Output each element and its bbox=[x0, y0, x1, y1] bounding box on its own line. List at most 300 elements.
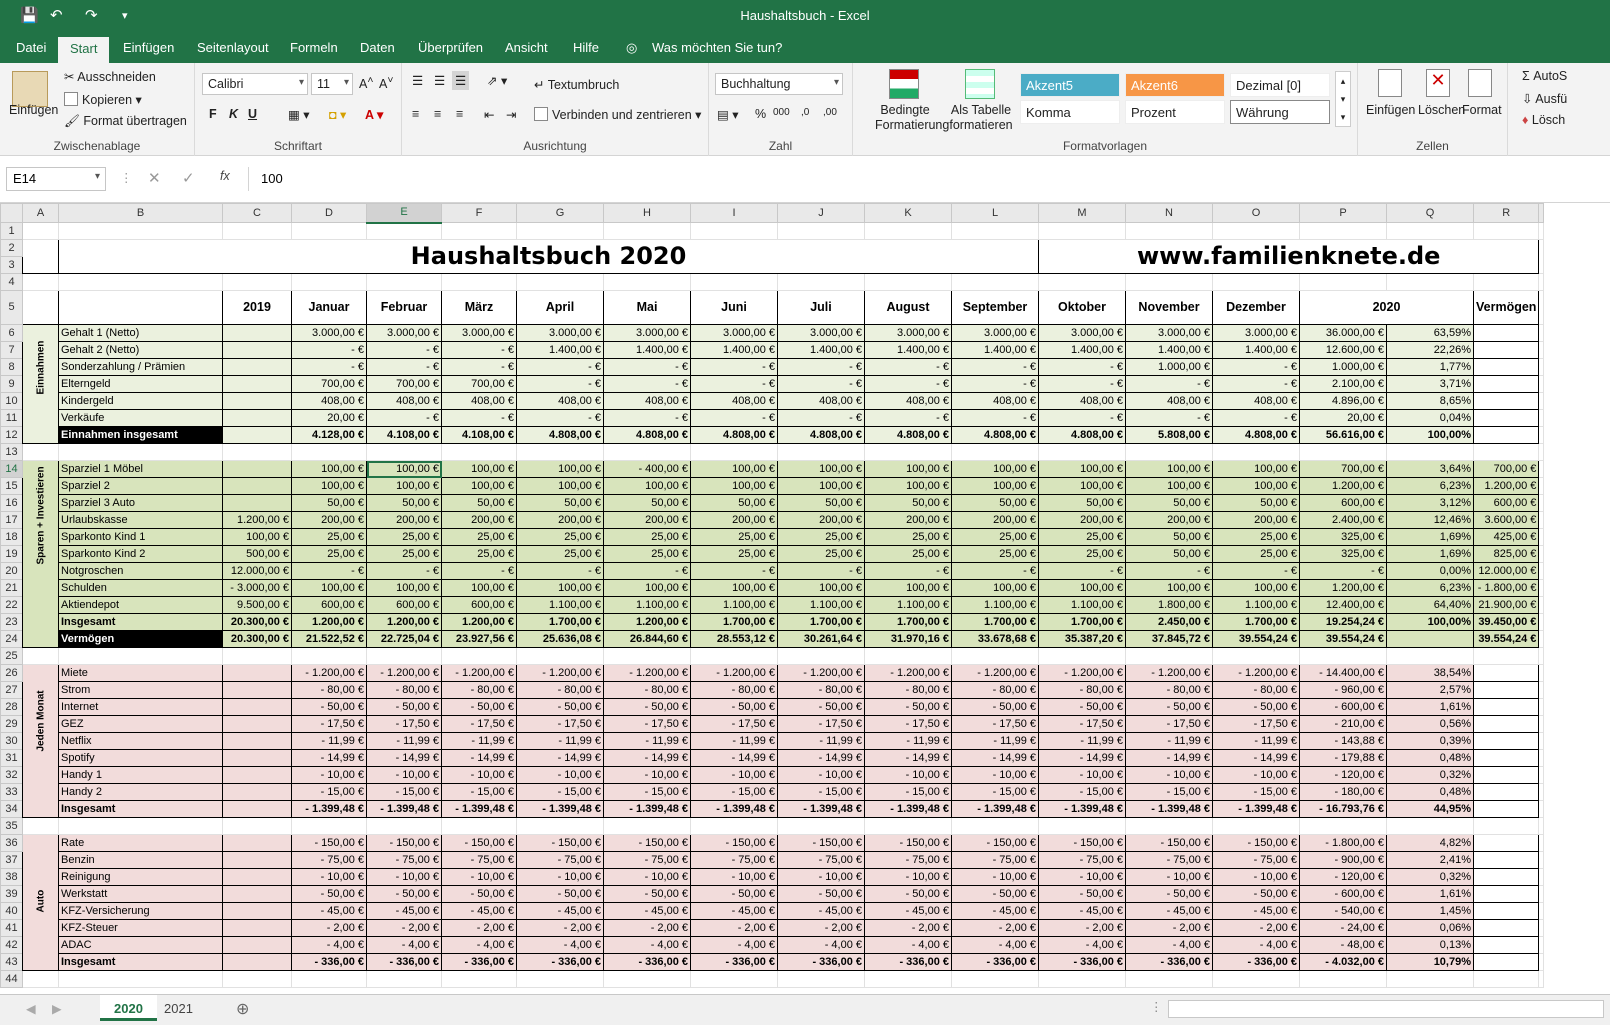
value-cell[interactable]: 100,00 € bbox=[292, 461, 367, 478]
cell[interactable] bbox=[691, 274, 778, 291]
value-cell[interactable]: - 45,00 € bbox=[865, 903, 952, 920]
styles-gallery-scroll-icon[interactable]: ▴ ▾ ▾ bbox=[1335, 71, 1351, 127]
thousands-separator-icon[interactable]: 000 bbox=[773, 107, 790, 118]
cell[interactable] bbox=[223, 223, 292, 240]
row-label[interactable]: Werkstatt bbox=[59, 886, 223, 903]
value-cell[interactable]: - 50,00 € bbox=[604, 886, 691, 903]
value-cell[interactable]: - € bbox=[865, 359, 952, 376]
column-header[interactable]: J bbox=[778, 204, 865, 223]
cell[interactable] bbox=[778, 274, 865, 291]
value-cell[interactable]: 26.844,60 € bbox=[604, 631, 691, 648]
value-cell[interactable]: - 4,00 € bbox=[1126, 937, 1213, 954]
value-cell[interactable]: - 10,00 € bbox=[1126, 767, 1213, 784]
value-cell[interactable]: - 1.399,48 € bbox=[367, 801, 442, 818]
value-cell[interactable]: - 15,00 € bbox=[1213, 784, 1300, 801]
value-cell[interactable]: - 45,00 € bbox=[778, 903, 865, 920]
conditional-format-icon[interactable] bbox=[889, 69, 919, 99]
value-cell[interactable]: 0,48% bbox=[1387, 784, 1474, 801]
value-cell[interactable]: 408,00 € bbox=[517, 393, 604, 410]
value-cell[interactable]: - € bbox=[691, 410, 778, 427]
value-cell[interactable]: - 17,50 € bbox=[604, 716, 691, 733]
value-cell[interactable]: 100,00 € bbox=[952, 461, 1039, 478]
value-cell[interactable] bbox=[223, 427, 292, 444]
cell[interactable] bbox=[223, 274, 292, 291]
value-cell[interactable]: 200,00 € bbox=[517, 512, 604, 529]
cell[interactable] bbox=[23, 818, 59, 835]
value-cell[interactable]: - 75,00 € bbox=[778, 852, 865, 869]
value-cell[interactable]: - 10,00 € bbox=[691, 869, 778, 886]
cell[interactable] bbox=[1387, 818, 1474, 835]
cell[interactable] bbox=[1213, 274, 1300, 291]
value-cell[interactable]: - 17,50 € bbox=[1126, 716, 1213, 733]
value-cell[interactable]: 408,00 € bbox=[865, 393, 952, 410]
value-cell[interactable]: 25,00 € bbox=[1039, 529, 1126, 546]
cell[interactable] bbox=[778, 444, 865, 461]
value-cell[interactable]: - 1.800,00 € bbox=[1474, 580, 1539, 597]
value-cell[interactable] bbox=[223, 393, 292, 410]
value-cell[interactable]: 100,00 € bbox=[691, 461, 778, 478]
row-header[interactable]: 38 bbox=[1, 869, 23, 886]
value-cell[interactable] bbox=[1474, 733, 1539, 750]
value-cell[interactable]: - 11,99 € bbox=[691, 733, 778, 750]
copy-button[interactable]: Kopieren ▾ bbox=[64, 92, 142, 107]
value-cell[interactable]: - 4,00 € bbox=[604, 937, 691, 954]
value-cell[interactable]: - € bbox=[865, 410, 952, 427]
style-dezimal0[interactable]: Dezimal [0] bbox=[1230, 73, 1330, 97]
cell[interactable] bbox=[517, 818, 604, 835]
value-cell[interactable]: 1.000,00 € bbox=[1126, 359, 1213, 376]
value-cell[interactable]: - 14,99 € bbox=[1126, 750, 1213, 767]
value-cell[interactable]: 25,00 € bbox=[1213, 529, 1300, 546]
cell[interactable] bbox=[1539, 971, 1544, 988]
value-cell[interactable]: 25,00 € bbox=[604, 546, 691, 563]
cell[interactable] bbox=[952, 648, 1039, 665]
cell[interactable] bbox=[1213, 648, 1300, 665]
next-sheet-icon[interactable]: ▶ bbox=[52, 1002, 62, 1016]
value-cell[interactable]: - 150,00 € bbox=[1039, 835, 1126, 852]
style-komma[interactable]: Komma bbox=[1020, 100, 1120, 124]
row-label[interactable]: Strom bbox=[59, 682, 223, 699]
value-cell[interactable]: 600,00 € bbox=[442, 597, 517, 614]
value-cell[interactable]: 408,00 € bbox=[442, 393, 517, 410]
value-cell[interactable]: 50,00 € bbox=[865, 495, 952, 512]
value-cell[interactable]: - € bbox=[1126, 410, 1213, 427]
row-header[interactable]: 26 bbox=[1, 665, 23, 682]
value-cell[interactable]: 20,00 € bbox=[1300, 410, 1387, 427]
value-cell[interactable]: 37.845,72 € bbox=[1126, 631, 1213, 648]
row-header[interactable]: 44 bbox=[1, 971, 23, 988]
cell[interactable] bbox=[1126, 223, 1213, 240]
row-header[interactable]: 8 bbox=[1, 359, 23, 376]
value-cell[interactable]: - 1.399,48 € bbox=[691, 801, 778, 818]
value-cell[interactable]: - 4,00 € bbox=[952, 937, 1039, 954]
value-cell[interactable]: - € bbox=[1213, 410, 1300, 427]
value-cell[interactable]: - 4,00 € bbox=[691, 937, 778, 954]
value-cell[interactable]: - 210,00 € bbox=[1300, 716, 1387, 733]
value-cell[interactable]: - 1.200,00 € bbox=[367, 665, 442, 682]
row-header[interactable]: 20 bbox=[1, 563, 23, 580]
value-cell[interactable]: 12.400,00 € bbox=[1300, 597, 1387, 614]
value-cell[interactable]: - € bbox=[442, 410, 517, 427]
value-cell[interactable]: 21.522,52 € bbox=[292, 631, 367, 648]
value-cell[interactable]: - 10,00 € bbox=[952, 869, 1039, 886]
value-cell[interactable]: 12,46% bbox=[1387, 512, 1474, 529]
value-cell[interactable] bbox=[1474, 852, 1539, 869]
value-cell[interactable]: 100,00 € bbox=[865, 478, 952, 495]
value-cell[interactable] bbox=[1387, 631, 1474, 648]
name-box[interactable]: E14 ▾ bbox=[6, 167, 106, 191]
row-header[interactable]: 13 bbox=[1, 444, 23, 461]
value-cell[interactable] bbox=[223, 478, 292, 495]
value-cell[interactable]: - 24,00 € bbox=[1300, 920, 1387, 937]
value-cell[interactable]: 12.000,00 € bbox=[1474, 563, 1539, 580]
value-cell[interactable]: - 336,00 € bbox=[1126, 954, 1213, 971]
value-cell[interactable]: 4.808,00 € bbox=[604, 427, 691, 444]
select-all-corner[interactable] bbox=[1, 204, 23, 223]
value-cell[interactable]: 30.261,64 € bbox=[778, 631, 865, 648]
font-name-select[interactable]: Calibri ▾ bbox=[202, 73, 308, 95]
value-cell[interactable] bbox=[1474, 665, 1539, 682]
value-cell[interactable]: - 14,99 € bbox=[367, 750, 442, 767]
value-cell[interactable]: - 1.399,48 € bbox=[1039, 801, 1126, 818]
value-cell[interactable]: 408,00 € bbox=[604, 393, 691, 410]
value-cell[interactable]: - 2,00 € bbox=[778, 920, 865, 937]
value-cell[interactable]: - 1.200,00 € bbox=[952, 665, 1039, 682]
value-cell[interactable]: - 2,00 € bbox=[604, 920, 691, 937]
row-label[interactable]: Gehalt 2 (Netto) bbox=[59, 342, 223, 359]
row-label[interactable]: Benzin bbox=[59, 852, 223, 869]
cell[interactable] bbox=[23, 274, 59, 291]
value-cell[interactable]: 1.200,00 € bbox=[604, 614, 691, 631]
row-header[interactable]: 35 bbox=[1, 818, 23, 835]
cell[interactable] bbox=[1126, 648, 1213, 665]
value-cell[interactable]: - 50,00 € bbox=[952, 886, 1039, 903]
font-size-select[interactable]: 11 ▾ bbox=[311, 73, 353, 95]
cell[interactable] bbox=[604, 274, 691, 291]
tab-formeln[interactable]: Formeln bbox=[290, 40, 338, 55]
value-cell[interactable]: - € bbox=[1300, 563, 1387, 580]
value-cell[interactable]: - 50,00 € bbox=[442, 699, 517, 716]
value-cell[interactable]: 25,00 € bbox=[865, 529, 952, 546]
cell[interactable] bbox=[1387, 971, 1474, 988]
value-cell[interactable]: 1.100,00 € bbox=[1039, 597, 1126, 614]
value-cell[interactable]: 1.200,00 € bbox=[1300, 580, 1387, 597]
value-cell[interactable]: 100,00 € bbox=[517, 478, 604, 495]
value-cell[interactable]: 1.400,00 € bbox=[517, 342, 604, 359]
value-cell[interactable]: 408,00 € bbox=[1126, 393, 1213, 410]
delete-cells-button[interactable]: Löschen bbox=[1418, 103, 1466, 117]
row-header[interactable]: 42 bbox=[1, 937, 23, 954]
value-cell[interactable]: - 336,00 € bbox=[292, 954, 367, 971]
row-header[interactable]: 39 bbox=[1, 886, 23, 903]
value-cell[interactable]: 4.808,00 € bbox=[952, 427, 1039, 444]
value-cell[interactable]: - 10,00 € bbox=[778, 767, 865, 784]
row-header[interactable]: 6 bbox=[1, 325, 23, 342]
row-header[interactable]: 1 bbox=[1, 223, 23, 240]
value-cell[interactable]: - 45,00 € bbox=[604, 903, 691, 920]
value-cell[interactable]: 100,00 € bbox=[292, 478, 367, 495]
column-header[interactable]: K bbox=[865, 204, 952, 223]
cell[interactable] bbox=[865, 971, 952, 988]
value-cell[interactable]: 3.000,00 € bbox=[1213, 325, 1300, 342]
sheet-tab-2020[interactable]: 2020 bbox=[100, 995, 157, 1021]
value-cell[interactable]: - 2,00 € bbox=[952, 920, 1039, 937]
value-cell[interactable]: 100,00 € bbox=[604, 580, 691, 597]
cell[interactable] bbox=[952, 223, 1039, 240]
value-cell[interactable]: 20.300,00 € bbox=[223, 614, 292, 631]
cell[interactable] bbox=[442, 223, 517, 240]
cell[interactable] bbox=[442, 648, 517, 665]
tell-me-search[interactable]: Was möchten Sie tun? bbox=[652, 40, 783, 55]
value-cell[interactable]: - 15,00 € bbox=[604, 784, 691, 801]
value-cell[interactable]: - € bbox=[367, 563, 442, 580]
cell[interactable] bbox=[1300, 223, 1387, 240]
value-cell[interactable]: - 15,00 € bbox=[517, 784, 604, 801]
value-cell[interactable]: 600,00 € bbox=[1474, 495, 1539, 512]
row-header[interactable]: 41 bbox=[1, 920, 23, 937]
value-cell[interactable]: - 14,99 € bbox=[1213, 750, 1300, 767]
value-cell[interactable]: 1,61% bbox=[1387, 886, 1474, 903]
cell[interactable] bbox=[517, 648, 604, 665]
value-cell[interactable]: - 336,00 € bbox=[952, 954, 1039, 971]
value-cell[interactable]: 0,56% bbox=[1387, 716, 1474, 733]
value-cell[interactable]: 21.900,00 € bbox=[1474, 597, 1539, 614]
format-painter-button[interactable]: 🖌 Format übertragen bbox=[64, 114, 187, 128]
value-cell[interactable]: 408,00 € bbox=[1039, 393, 1126, 410]
cell[interactable] bbox=[604, 971, 691, 988]
value-cell[interactable]: 1.700,00 € bbox=[1039, 614, 1126, 631]
value-cell[interactable]: 1.200,00 € bbox=[292, 614, 367, 631]
cell[interactable] bbox=[292, 223, 367, 240]
value-cell[interactable]: - € bbox=[604, 359, 691, 376]
value-cell[interactable]: 1.200,00 € bbox=[223, 512, 292, 529]
value-cell[interactable]: - 17,50 € bbox=[292, 716, 367, 733]
value-cell[interactable]: 1.700,00 € bbox=[952, 614, 1039, 631]
row-header[interactable]: 31 bbox=[1, 750, 23, 767]
value-cell[interactable]: 20,00 € bbox=[292, 410, 367, 427]
cell[interactable] bbox=[1474, 818, 1539, 835]
value-cell[interactable]: - 16.793,76 € bbox=[1300, 801, 1387, 818]
value-cell[interactable]: 50,00 € bbox=[952, 495, 1039, 512]
cell[interactable] bbox=[1474, 223, 1539, 240]
value-cell[interactable]: 100,00 € bbox=[1213, 461, 1300, 478]
value-cell[interactable]: - 45,00 € bbox=[952, 903, 1039, 920]
value-cell[interactable] bbox=[1474, 801, 1539, 818]
cell[interactable] bbox=[1300, 648, 1387, 665]
delete-cells-icon[interactable]: ✕ bbox=[1426, 69, 1450, 97]
value-cell[interactable]: - 150,00 € bbox=[691, 835, 778, 852]
cell[interactable] bbox=[1539, 223, 1544, 240]
value-cell[interactable] bbox=[1474, 903, 1539, 920]
value-cell[interactable]: - 17,50 € bbox=[778, 716, 865, 733]
value-cell[interactable] bbox=[223, 716, 292, 733]
row-label[interactable]: Notgroschen bbox=[59, 563, 223, 580]
cell[interactable] bbox=[367, 648, 442, 665]
cell[interactable] bbox=[1387, 444, 1474, 461]
row-label[interactable]: Insgesamt bbox=[59, 801, 223, 818]
value-cell[interactable]: 100,00 € bbox=[1039, 478, 1126, 495]
value-cell[interactable]: - 4,00 € bbox=[1039, 937, 1126, 954]
value-cell[interactable]: 1.200,00 € bbox=[1474, 478, 1539, 495]
cell[interactable] bbox=[367, 818, 442, 835]
cell[interactable] bbox=[1539, 444, 1544, 461]
tab-hilfe[interactable]: Hilfe bbox=[573, 40, 600, 55]
row-header[interactable]: 30 bbox=[1, 733, 23, 750]
value-cell[interactable]: 56.616,00 € bbox=[1300, 427, 1387, 444]
value-cell[interactable]: 1.400,00 € bbox=[604, 342, 691, 359]
value-cell[interactable]: - 2,00 € bbox=[367, 920, 442, 937]
value-cell[interactable]: - € bbox=[442, 563, 517, 580]
column-header[interactable]: L bbox=[952, 204, 1039, 223]
value-cell[interactable]: - 15,00 € bbox=[367, 784, 442, 801]
value-cell[interactable]: - 14.400,00 € bbox=[1300, 665, 1387, 682]
row-header[interactable]: 43 bbox=[1, 954, 23, 971]
value-cell[interactable]: - 179,88 € bbox=[1300, 750, 1387, 767]
value-cell[interactable]: 3.000,00 € bbox=[778, 325, 865, 342]
value-cell[interactable]: 3.000,00 € bbox=[1039, 325, 1126, 342]
value-cell[interactable]: - 1.200,00 € bbox=[1039, 665, 1126, 682]
insert-cells-button[interactable]: Einfügen bbox=[1366, 103, 1416, 117]
value-cell[interactable]: - 2,00 € bbox=[1039, 920, 1126, 937]
value-cell[interactable] bbox=[1474, 920, 1539, 937]
cell[interactable] bbox=[1539, 648, 1544, 665]
value-cell[interactable]: - 80,00 € bbox=[691, 682, 778, 699]
value-cell[interactable]: 1.400,00 € bbox=[778, 342, 865, 359]
row-header[interactable]: 29 bbox=[1, 716, 23, 733]
value-cell[interactable]: - 10,00 € bbox=[1039, 767, 1126, 784]
grow-font-icon[interactable]: A˄ bbox=[359, 75, 374, 92]
value-cell[interactable]: - 17,50 € bbox=[1213, 716, 1300, 733]
cell[interactable] bbox=[59, 444, 223, 461]
value-cell[interactable]: - 336,00 € bbox=[517, 954, 604, 971]
value-cell[interactable]: 25.636,08 € bbox=[517, 631, 604, 648]
value-cell[interactable]: - 120,00 € bbox=[1300, 767, 1387, 784]
value-cell[interactable]: - 75,00 € bbox=[865, 852, 952, 869]
value-cell[interactable]: - 11,99 € bbox=[442, 733, 517, 750]
value-cell[interactable]: - 50,00 € bbox=[292, 699, 367, 716]
value-cell[interactable]: 50,00 € bbox=[442, 495, 517, 512]
column-header[interactable]: Q bbox=[1387, 204, 1474, 223]
value-cell[interactable]: - 4,00 € bbox=[1213, 937, 1300, 954]
cell[interactable] bbox=[1387, 274, 1474, 291]
value-cell[interactable]: - € bbox=[1039, 410, 1126, 427]
value-cell[interactable]: 1.100,00 € bbox=[865, 597, 952, 614]
column-header[interactable]: H bbox=[604, 204, 691, 223]
value-cell[interactable]: - 4,00 € bbox=[442, 937, 517, 954]
decrease-indent-icon[interactable]: ⇤ bbox=[484, 108, 495, 122]
row-header[interactable]: 9 bbox=[1, 376, 23, 393]
value-cell[interactable]: 4.808,00 € bbox=[691, 427, 778, 444]
value-cell[interactable]: 100,00 € bbox=[865, 580, 952, 597]
value-cell[interactable]: 39.554,24 € bbox=[1213, 631, 1300, 648]
cell[interactable] bbox=[1039, 648, 1126, 665]
value-cell[interactable]: 50,00 € bbox=[1039, 495, 1126, 512]
column-header[interactable]: C bbox=[223, 204, 292, 223]
value-cell[interactable]: 2,41% bbox=[1387, 852, 1474, 869]
value-cell[interactable]: 100,00 € bbox=[778, 580, 865, 597]
value-cell[interactable]: 100,00 € bbox=[778, 461, 865, 478]
value-cell[interactable]: - 80,00 € bbox=[1039, 682, 1126, 699]
value-cell[interactable]: - 336,00 € bbox=[691, 954, 778, 971]
cell[interactable] bbox=[952, 444, 1039, 461]
conditional-format-button[interactable]: Bedingte Formatierung bbox=[875, 103, 950, 132]
value-cell[interactable]: 50,00 € bbox=[691, 495, 778, 512]
percent-icon[interactable]: % bbox=[755, 107, 767, 121]
value-cell[interactable]: 1.700,00 € bbox=[1213, 614, 1300, 631]
value-cell[interactable]: - 1.399,48 € bbox=[1213, 801, 1300, 818]
value-cell[interactable]: 100,00% bbox=[1387, 427, 1474, 444]
value-cell[interactable]: 1,61% bbox=[1387, 699, 1474, 716]
value-cell[interactable]: - 50,00 € bbox=[367, 699, 442, 716]
row-label[interactable]: Schulden bbox=[59, 580, 223, 597]
value-cell[interactable]: - € bbox=[292, 359, 367, 376]
value-cell[interactable]: - 600,00 € bbox=[1300, 699, 1387, 716]
value-cell[interactable]: 25,00 € bbox=[952, 529, 1039, 546]
value-cell[interactable]: 3,64% bbox=[1387, 461, 1474, 478]
row-header[interactable]: 5 bbox=[1, 291, 23, 325]
value-cell[interactable]: - € bbox=[367, 359, 442, 376]
cell[interactable] bbox=[517, 274, 604, 291]
value-cell[interactable]: - € bbox=[691, 359, 778, 376]
row-header[interactable]: 21 bbox=[1, 580, 23, 597]
column-header[interactable]: O bbox=[1213, 204, 1300, 223]
value-cell[interactable]: - 75,00 € bbox=[691, 852, 778, 869]
value-cell[interactable] bbox=[223, 784, 292, 801]
value-cell[interactable]: 200,00 € bbox=[367, 512, 442, 529]
paste-button[interactable]: Einfügen bbox=[9, 103, 59, 117]
value-cell[interactable]: - 50,00 € bbox=[1039, 699, 1126, 716]
value-cell[interactable]: - € bbox=[1039, 376, 1126, 393]
value-cell[interactable] bbox=[223, 954, 292, 971]
value-cell[interactable]: - 150,00 € bbox=[367, 835, 442, 852]
value-cell[interactable]: 25,00 € bbox=[778, 546, 865, 563]
value-cell[interactable]: - 75,00 € bbox=[1213, 852, 1300, 869]
tab-ueberpruefen[interactable]: Überprüfen bbox=[418, 40, 484, 55]
align-center-icon[interactable]: ≡ bbox=[434, 107, 442, 121]
value-cell[interactable]: 100,00 € bbox=[1126, 461, 1213, 478]
value-cell[interactable]: 25,00 € bbox=[517, 546, 604, 563]
value-cell[interactable]: - 75,00 € bbox=[442, 852, 517, 869]
value-cell[interactable]: - € bbox=[604, 376, 691, 393]
value-cell[interactable]: 1.000,00 € bbox=[1300, 359, 1387, 376]
row-label[interactable]: ADAC bbox=[59, 937, 223, 954]
cell[interactable] bbox=[1126, 444, 1213, 461]
value-cell[interactable]: - 17,50 € bbox=[517, 716, 604, 733]
value-cell[interactable]: 25,00 € bbox=[865, 546, 952, 563]
undo-icon[interactable]: ↶ bbox=[50, 7, 63, 24]
cell[interactable] bbox=[778, 648, 865, 665]
row-header[interactable]: 11 bbox=[1, 410, 23, 427]
column-header[interactable]: A bbox=[23, 204, 59, 223]
value-cell[interactable]: - 1.200,00 € bbox=[691, 665, 778, 682]
value-cell[interactable]: - 11,99 € bbox=[367, 733, 442, 750]
value-cell[interactable]: - 11,99 € bbox=[1213, 733, 1300, 750]
paste-icon[interactable] bbox=[12, 71, 48, 107]
value-cell[interactable]: 36.000,00 € bbox=[1300, 325, 1387, 342]
value-cell[interactable]: 100,00 € bbox=[952, 478, 1039, 495]
cell[interactable] bbox=[952, 818, 1039, 835]
row-label[interactable]: Miete bbox=[59, 665, 223, 682]
value-cell[interactable]: - 4.032,00 € bbox=[1300, 954, 1387, 971]
row-header[interactable]: 23 bbox=[1, 614, 23, 631]
cell[interactable] bbox=[1126, 971, 1213, 988]
value-cell[interactable]: 25,00 € bbox=[292, 529, 367, 546]
value-cell[interactable]: 64,40% bbox=[1387, 597, 1474, 614]
value-cell[interactable]: 100,00 € bbox=[442, 580, 517, 597]
cell[interactable] bbox=[292, 971, 367, 988]
cell[interactable] bbox=[292, 274, 367, 291]
value-cell[interactable]: - 4,00 € bbox=[367, 937, 442, 954]
